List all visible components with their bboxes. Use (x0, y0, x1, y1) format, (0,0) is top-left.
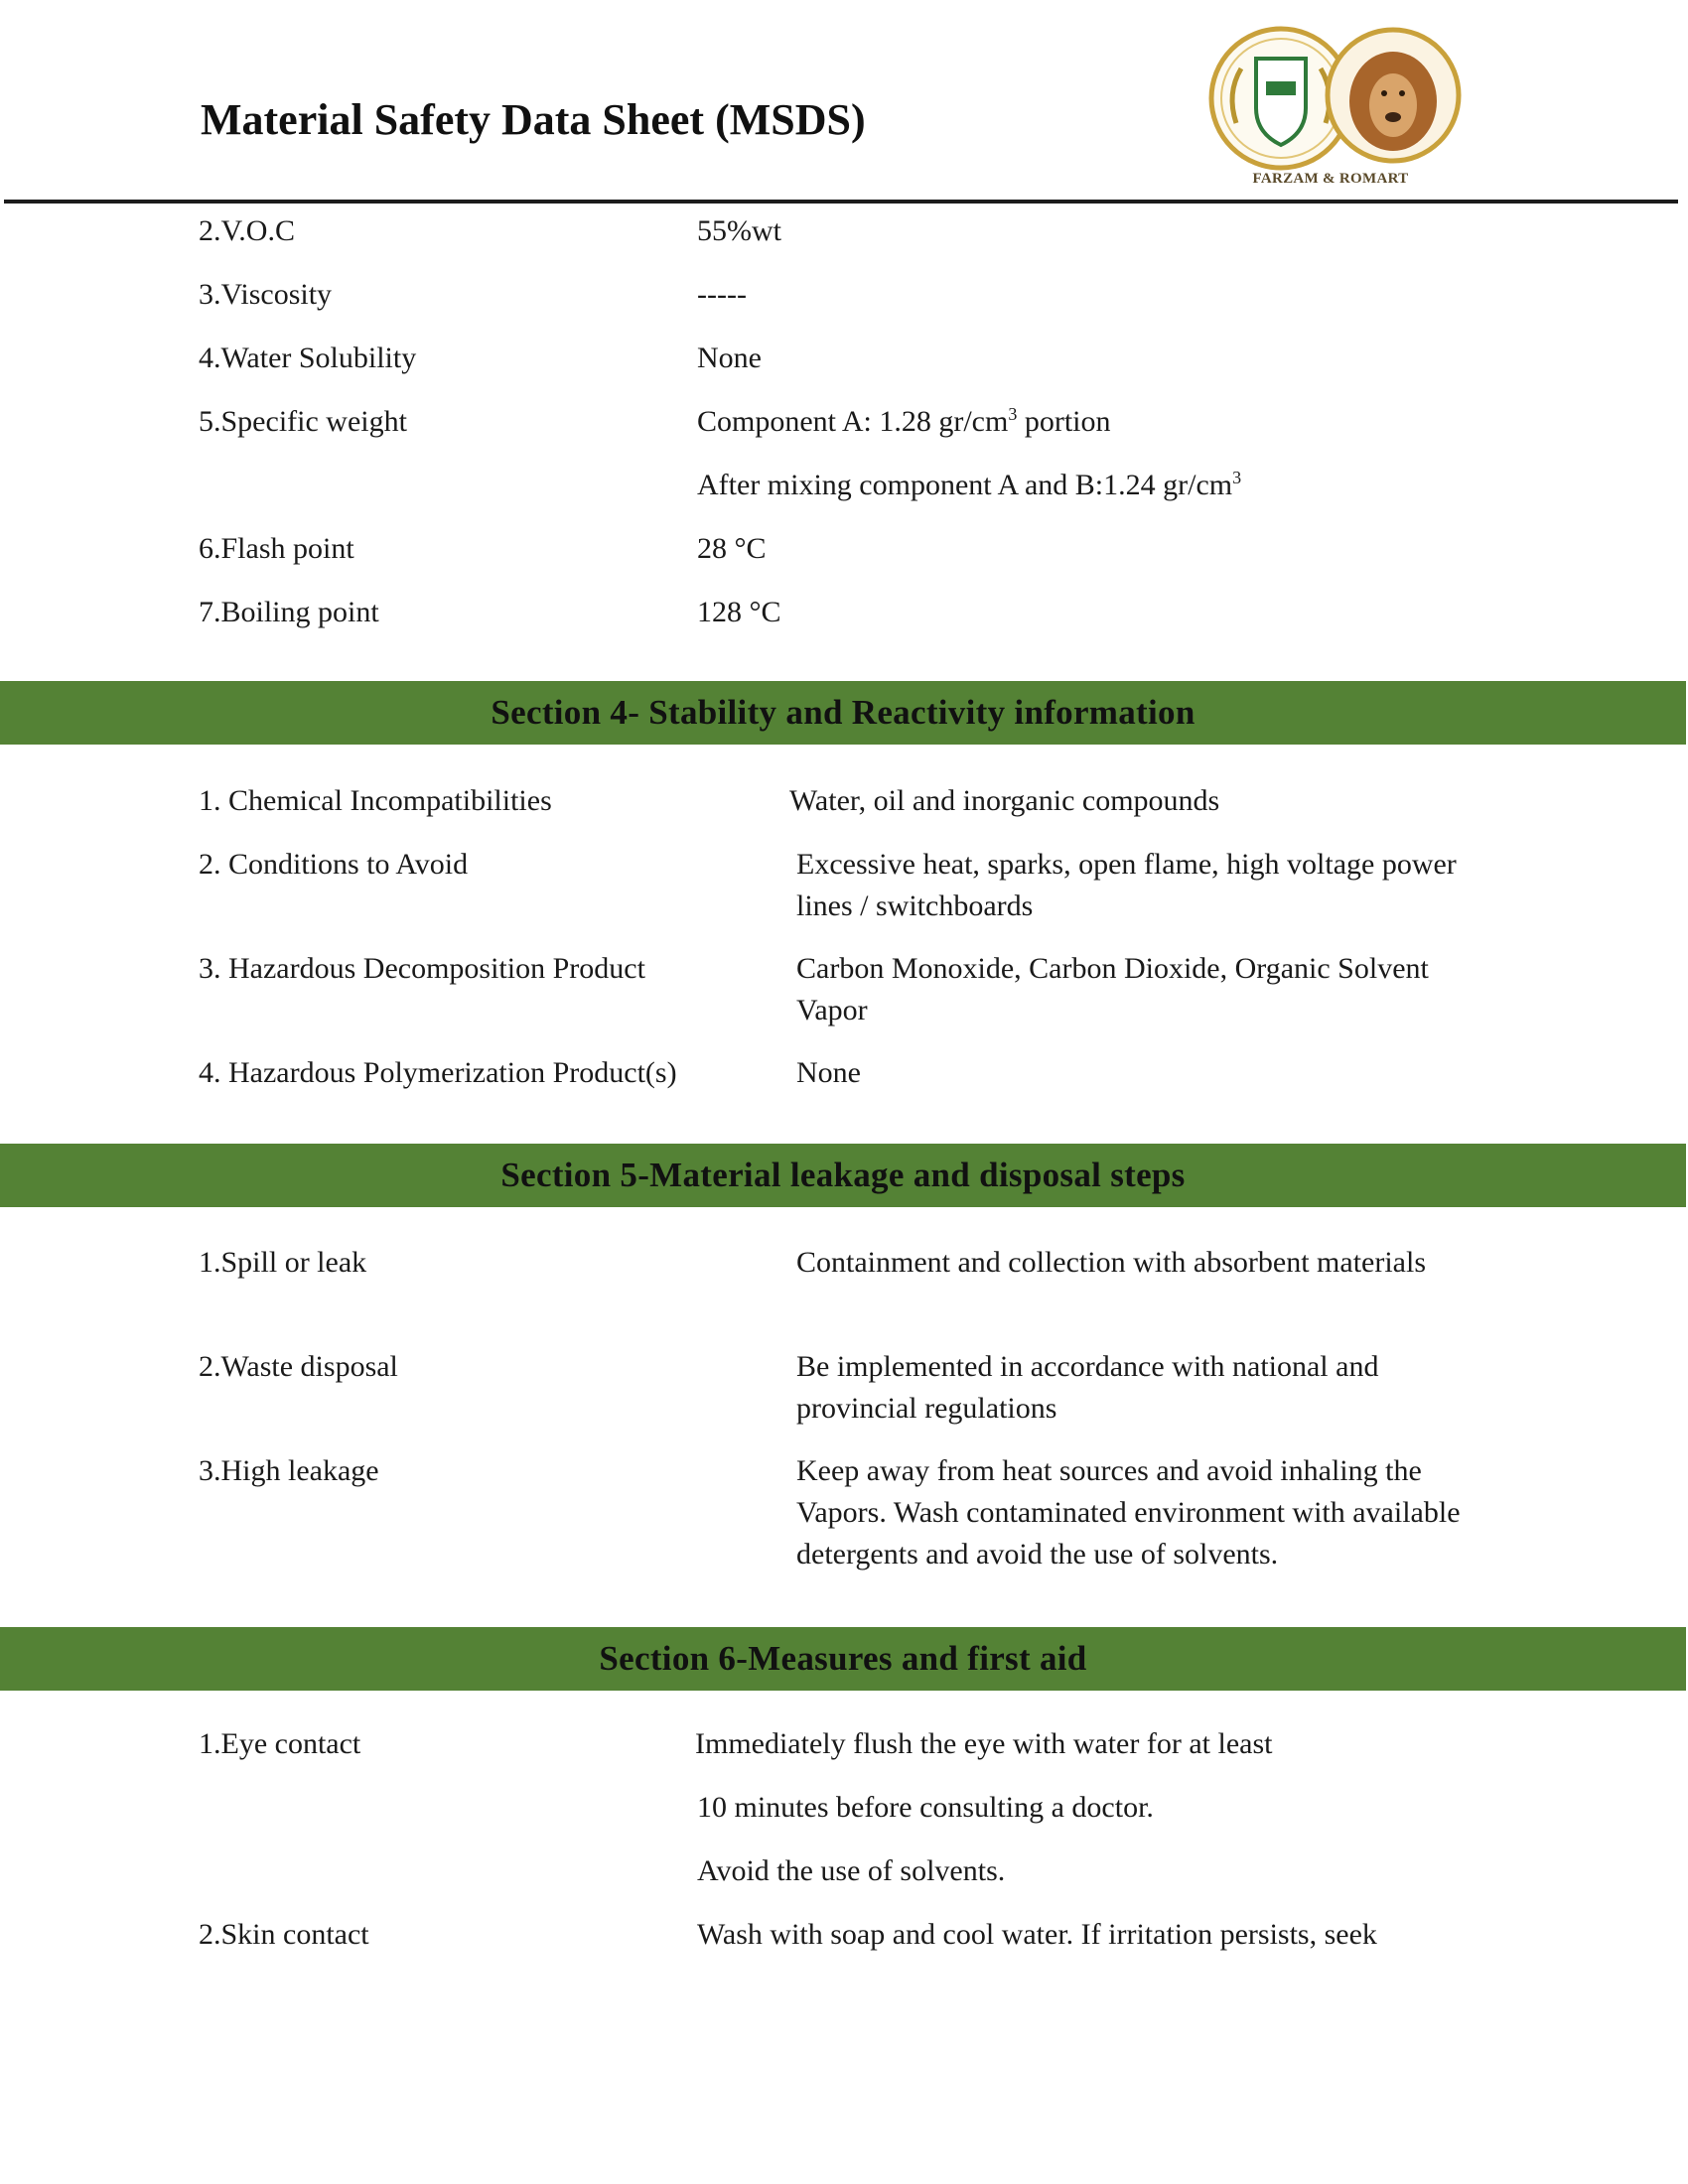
section6-value: 10 minutes before consulting a doctor. (697, 1791, 1154, 1824)
section5-value: Containment and collection with absorbent materials (796, 1246, 1426, 1279)
section-header-4 (0, 681, 1686, 745)
section6-label: 1.Eye contact (199, 1727, 361, 1760)
property-value: 28 °C (697, 532, 767, 565)
section-title: Section 4- Stability and Reactivity information (491, 693, 1196, 732)
superscript: 3 (1008, 404, 1018, 424)
section4-value: None (796, 1056, 861, 1089)
section-header-6 (0, 1627, 1686, 1691)
property-label: 7.Boiling point (199, 596, 379, 628)
section4-label: 4. Hazardous Polymerization Product(s) (199, 1056, 677, 1089)
property-value (697, 401, 1111, 443)
section4-label: 1. Chemical Incompatibilities (199, 784, 552, 817)
property-label: 6.Flash point (199, 532, 354, 565)
property-label: 5.Specific weight (199, 405, 407, 438)
property-label: 4.Water Solubility (199, 341, 417, 374)
section4-value: Carbon Monoxide, Carbon Dioxide, Organic Solvent Vapor (796, 952, 1429, 1026)
property-value: ----- (697, 278, 747, 311)
section5-value: Keep away from heat sources and avoid inhaling the Vapors. Wash contaminated environment with available detergents and avoid the use of solvents. (796, 1454, 1461, 1570)
property-value: None (697, 341, 762, 374)
section4-label: 3. Hazardous Decomposition Product (199, 952, 645, 985)
section4-label: 2. Conditions to Avoid (199, 848, 469, 881)
section5-value: Be implemented in accordance with national and provincial regulations (796, 1350, 1379, 1425)
section4-value: Excessive heat, sparks, open flame, high voltage power lines / switchboards (796, 848, 1457, 922)
page-title: Material Safety Data Sheet (MSDS) (201, 95, 866, 144)
property-value: 55%wt (697, 214, 781, 247)
property-label: 2.V.O.C (199, 214, 295, 247)
specific-weight-a-tail: portion (1017, 405, 1111, 438)
section6-value: Immediately flush the eye with water for at least (695, 1727, 1273, 1760)
specific-weight-mix: After mixing component A and B:1.24 gr/cm (697, 469, 1233, 501)
superscript: 3 (1232, 468, 1242, 487)
section-title: Section 5-Material leakage and disposal steps (500, 1156, 1186, 1194)
section6-value: Wash with soap and cool water. If irritation persists, seek (697, 1918, 1377, 1951)
section5-label: 1.Spill or leak (199, 1246, 367, 1279)
section-title: Section 6-Measures and first aid (599, 1639, 1087, 1678)
logo-caption: FARZAM & ROMART (1252, 171, 1409, 187)
specific-weight-a: Component A: 1.28 gr/cm (697, 405, 1009, 438)
header-divider (4, 200, 1678, 204)
section5-label: 3.High leakage (199, 1454, 379, 1487)
section6-label: 2.Skin contact (199, 1918, 369, 1951)
company-logo (1196, 14, 1465, 193)
property-value: 128 °C (697, 596, 781, 628)
property-value (697, 465, 1241, 506)
property-label: 3.Viscosity (199, 278, 333, 311)
section-header-5 (0, 1144, 1686, 1207)
section6-value: Avoid the use of solvents. (697, 1854, 1006, 1887)
section4-value: Water, oil and inorganic compounds (789, 784, 1220, 817)
section5-label: 2.Waste disposal (199, 1350, 398, 1383)
